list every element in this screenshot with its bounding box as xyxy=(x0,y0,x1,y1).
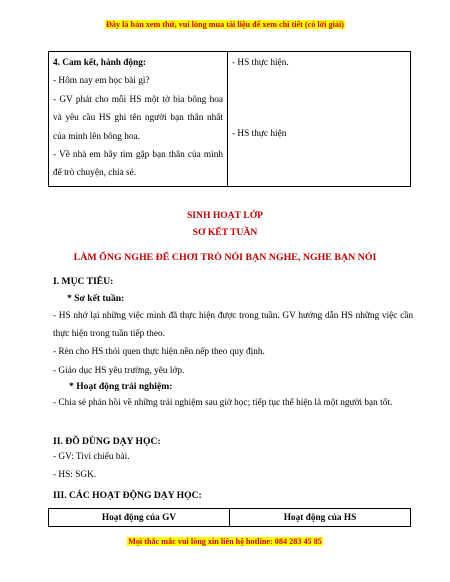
materials-heading: II. ĐỒ DÙNG DẠY HỌC: xyxy=(53,436,161,447)
preview-banner-text: Đây là bản xem thử, vui lòng mua tài liệu để xem chi tiết (có lời giải) xyxy=(105,20,344,29)
hotline-footer-text: Mọi thắc mắc vui lòng xin liên hệ hotline: 084 283 45 85 xyxy=(128,537,322,546)
hs-cell xyxy=(228,52,411,187)
col-header-hs: Hoạt động của HS xyxy=(230,509,411,527)
title-so-ket-tuan: SƠ KẾT TUẦN xyxy=(192,227,258,238)
gv-line-1: - Hôm nay em học bài gì? xyxy=(53,76,150,87)
objective-para-4: - Chia sẻ phản hồi về những trải nghiệm sau giờ học; tiếp tục thể hiện là một người bạn tốt. xyxy=(53,397,393,408)
subheading-so-ket-tuan: * Sơ kết tuần: xyxy=(67,293,125,304)
section-objectives xyxy=(53,276,413,412)
section-materials xyxy=(53,436,413,484)
section-activities xyxy=(53,490,413,501)
col-header-gv: Hoạt động của GV xyxy=(49,509,230,527)
activity-table-header xyxy=(48,508,411,527)
hs-line-1: - HS thực hiện. xyxy=(232,58,289,68)
activities-heading: III. CÁC HOẠT ĐỘNG DẠY HỌC: xyxy=(53,490,202,501)
hs-line-2: - HS thực hiện xyxy=(232,129,287,140)
preview-banner xyxy=(0,20,450,29)
objective-para-2: - Rèn cho HS thói quen thực hiện nền nếp theo quy định. xyxy=(53,347,265,358)
materials-gv: - GV: Tivi chiếu bài. xyxy=(53,452,130,462)
activity-table-top xyxy=(48,51,411,187)
gv-heading: 4. Cam kết, hành động: xyxy=(53,58,146,68)
objectives-heading: I. MỤC TIÊU: xyxy=(53,276,114,287)
gv-line-3: - Về nhà em hãy tìm gặp bạn thân của mình để trò chuyện, chia sẻ. xyxy=(53,150,223,179)
materials-hs: - HS: SGK. xyxy=(53,470,97,481)
objective-para-1: - HS nhớ lại những việc mình đã thực hiện được trong tuần. GV hướng dẫn HS những việc cần thực hiện trong tuần tiếp theo. xyxy=(53,311,413,340)
subheading-hoat-dong-trai-nghiem: * Hoạt động trải nghiệm: xyxy=(69,380,173,392)
title-lesson: LÀM ỐNG NGHE ĐỂ CHƠI TRÒ NÓI BẠN NGHE, NGHE BẠN NÓI xyxy=(73,252,377,263)
gv-cell xyxy=(49,52,228,187)
objective-para-3: - Giáo dục HS yêu trường, yêu lớp. xyxy=(53,365,185,376)
hotline-footer xyxy=(0,537,450,546)
gv-line-2: - GV phát cho mỗi HS một tờ bìa bông hoa và yêu cầu HS ghi tên người bạn thân nhất của mình lên bông hoa. xyxy=(53,94,223,142)
title-sinh-hoat-lop: SINH HOẠT LỚP xyxy=(186,210,264,221)
